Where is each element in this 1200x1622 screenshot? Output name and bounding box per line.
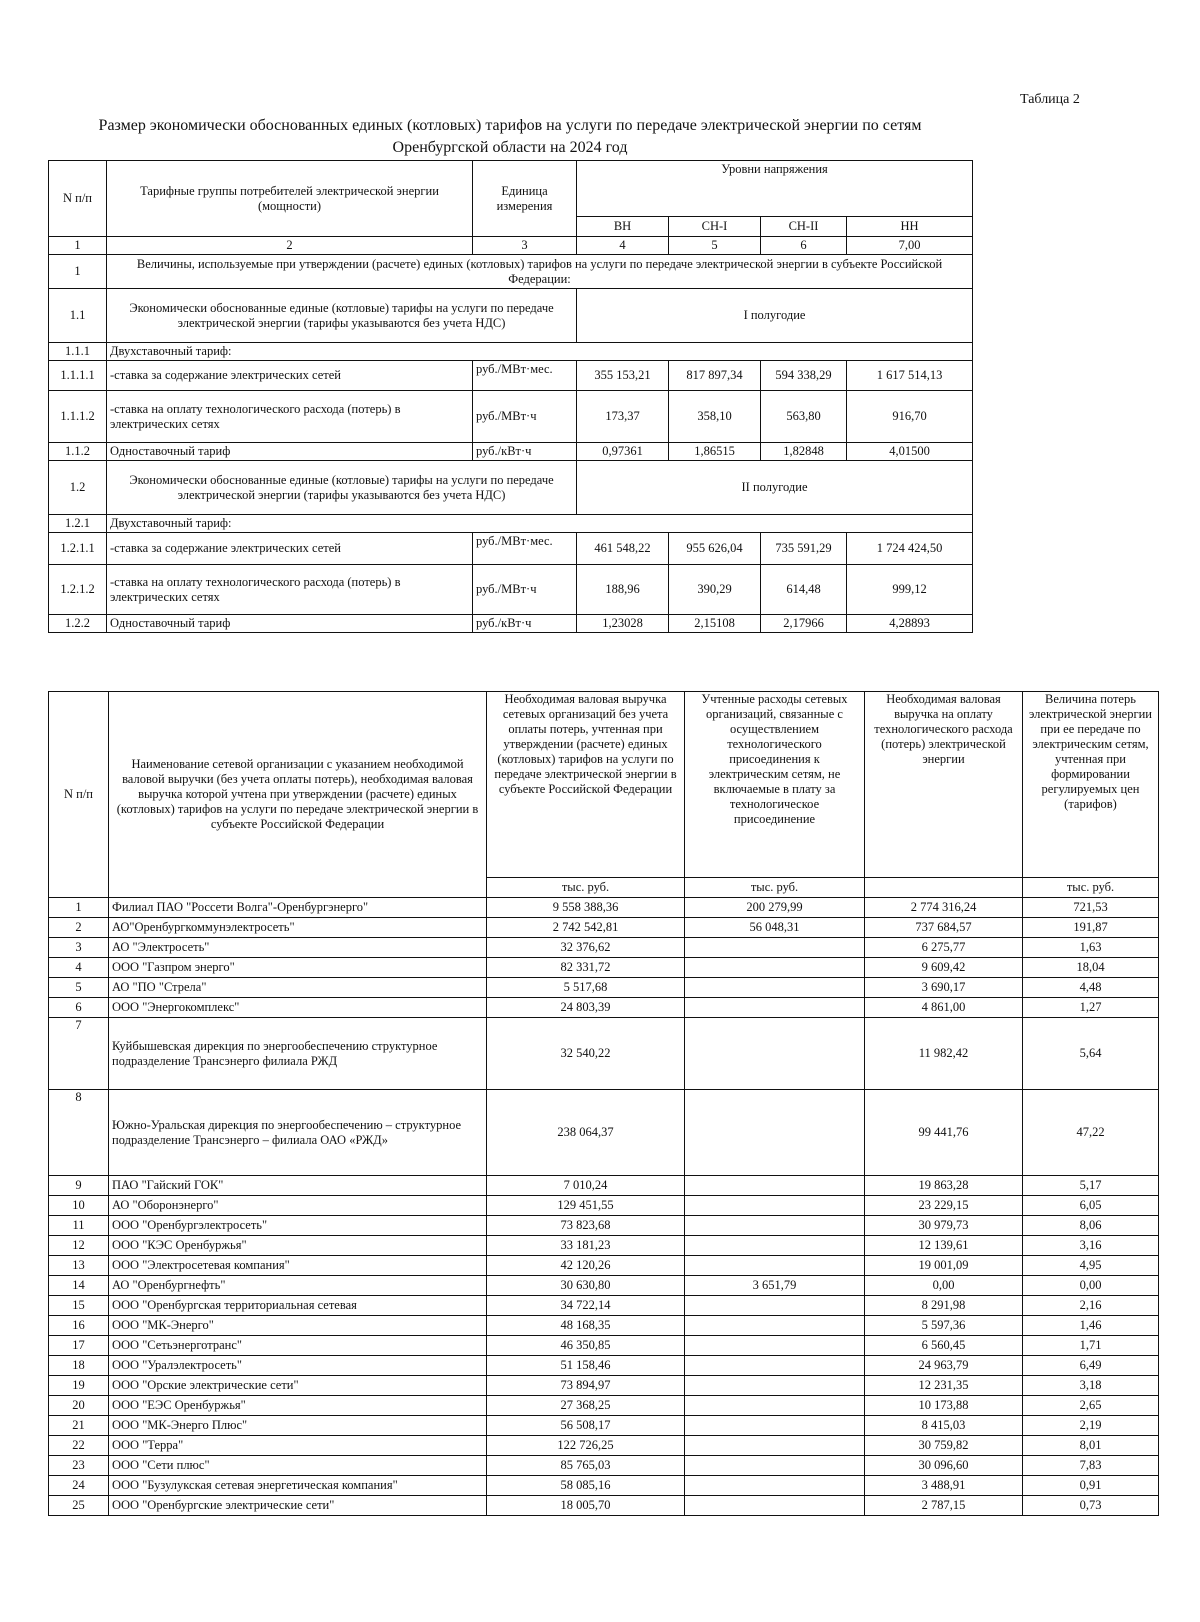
loss-value: 8,01 <box>1023 1436 1159 1456</box>
table-row <box>49 1196 1159 1216</box>
level-vn: ВН <box>577 217 669 237</box>
org-name: ООО "Газпром энерго" <box>109 958 487 978</box>
loss-value: 4,48 <box>1023 978 1159 998</box>
org-name: ООО "Оренбургские электрические сети" <box>109 1496 487 1516</box>
loss-nvv-value: 3 488,91 <box>865 1476 1023 1496</box>
index-cell: 1 <box>49 237 107 255</box>
loss-value: 0,00 <box>1023 1276 1159 1296</box>
section-num: 1 <box>49 255 107 289</box>
org-name: ООО "ЕЭС Оренбуржья" <box>109 1396 487 1416</box>
period-label: I полугодие <box>577 289 973 343</box>
connection-costs-value <box>685 1236 865 1256</box>
unit-cell: тыс. руб. <box>685 878 865 898</box>
value-cell: 0,97361 <box>577 443 669 461</box>
nvv-value: 73 894,97 <box>487 1376 685 1396</box>
row-unit: руб./кВт·ч <box>473 615 577 633</box>
connection-costs-value <box>685 1196 865 1216</box>
row-num: 24 <box>49 1476 109 1496</box>
loss-value: 2,19 <box>1023 1416 1159 1436</box>
index-row <box>49 237 973 255</box>
row-num: 14 <box>49 1276 109 1296</box>
loss-nvv-value: 30 759,82 <box>865 1436 1023 1456</box>
row-num: 2 <box>49 918 109 938</box>
table-row <box>49 898 1159 918</box>
org-name: ООО "Электросетевая компания" <box>109 1256 487 1276</box>
unit-cell: тыс. руб. <box>487 878 685 898</box>
row-text: Одноставочный тариф <box>107 443 473 461</box>
network-organizations-table <box>48 691 1159 1516</box>
loss-nvv-value: 24 963,79 <box>865 1356 1023 1376</box>
row-num: 1.1.1 <box>49 343 107 361</box>
table-row <box>49 1396 1159 1416</box>
loss-nvv-value: 19 863,28 <box>865 1176 1023 1196</box>
nvv-value: 73 823,68 <box>487 1216 685 1236</box>
connection-costs-value <box>685 1476 865 1496</box>
header-connection-costs: Учтенные расходы сетевых организаций, связанные с осуществлением технологического присоединения к электрическим сетям, не включаемые в плату за технологическое присоединение <box>685 692 865 878</box>
value-cell: 1 724 424,50 <box>847 533 973 565</box>
row-num: 25 <box>49 1496 109 1516</box>
nvv-value: 238 064,37 <box>487 1090 685 1176</box>
loss-value: 5,64 <box>1023 1018 1159 1090</box>
connection-costs-value <box>685 1296 865 1316</box>
table-row <box>49 1456 1159 1476</box>
connection-costs-value <box>685 938 865 958</box>
loss-nvv-value: 5 597,36 <box>865 1316 1023 1336</box>
table-row <box>49 938 1159 958</box>
loss-nvv-value: 30 979,73 <box>865 1216 1023 1236</box>
row-num: 1.1.2 <box>49 443 107 461</box>
section-num: 1.1 <box>49 289 107 343</box>
nvv-value: 85 765,03 <box>487 1456 685 1476</box>
table-row <box>49 1376 1159 1396</box>
connection-costs-value <box>685 1416 865 1436</box>
org-name: ООО "МК-Энерго Плюс" <box>109 1416 487 1436</box>
nvv-value: 9 558 388,36 <box>487 898 685 918</box>
row-num: 1.2.1 <box>49 515 107 533</box>
loss-value: 2,65 <box>1023 1396 1159 1416</box>
nvv-value: 42 120,26 <box>487 1256 685 1276</box>
header-num: N п/п <box>49 692 109 898</box>
row-unit: руб./МВт·мес. <box>473 361 577 391</box>
table-label: Таблица 2 <box>1020 92 1080 107</box>
row-num: 3 <box>49 938 109 958</box>
org-name: ПАО "Гайский ГОК" <box>109 1176 487 1196</box>
row-text: Двухставочный тариф: <box>107 515 973 533</box>
table-row <box>49 978 1159 998</box>
title-line-1: Размер экономически обоснованных единых (котловых) тарифов на услуги по передаче электрической энергии по сетям <box>98 117 922 134</box>
connection-costs-value: 3 651,79 <box>685 1276 865 1296</box>
nvv-value: 7 010,24 <box>487 1176 685 1196</box>
row-num: 1.1.1.1 <box>49 361 107 391</box>
table-row <box>49 958 1159 978</box>
org-name: Куйбышевская дирекция по энергообеспечению структурное подразделение Трансэнерго филиала РЖД <box>109 1018 487 1090</box>
loss-value: 3,18 <box>1023 1376 1159 1396</box>
value-cell: 188,96 <box>577 565 669 615</box>
row-num: 8 <box>49 1090 109 1176</box>
row-num: 19 <box>49 1376 109 1396</box>
loss-nvv-value: 30 096,60 <box>865 1456 1023 1476</box>
value-cell: 2,15108 <box>669 615 761 633</box>
table-row <box>49 998 1159 1018</box>
connection-costs-value <box>685 1396 865 1416</box>
loss-nvv-value: 6 275,77 <box>865 938 1023 958</box>
row-num: 1.2.1.1 <box>49 533 107 565</box>
table-row <box>49 1496 1159 1516</box>
org-name: АО "Оренбургнефть" <box>109 1276 487 1296</box>
org-name: ООО "Орские электрические сети" <box>109 1376 487 1396</box>
header-group: Тарифные группы потребителей электрической энергии (мощности) <box>107 161 473 237</box>
row-num: 17 <box>49 1336 109 1356</box>
row-num: 22 <box>49 1436 109 1456</box>
table-row <box>49 1090 1159 1176</box>
row-text: -ставка на оплату технологического расхода (потерь) в электрических сетях <box>107 391 473 443</box>
loss-nvv-value: 11 982,42 <box>865 1018 1023 1090</box>
org-name: АО "ПО "Стрела" <box>109 978 487 998</box>
loss-value: 0,91 <box>1023 1476 1159 1496</box>
loss-nvv-value: 6 560,45 <box>865 1336 1023 1356</box>
connection-costs-value <box>685 978 865 998</box>
row-num: 1.1.1.2 <box>49 391 107 443</box>
row-unit: руб./МВт·ч <box>473 565 577 615</box>
unit-cell: тыс. руб. <box>1023 878 1159 898</box>
org-name: ООО "Энергокомплекс" <box>109 998 487 1018</box>
value-cell: 173,37 <box>577 391 669 443</box>
org-name: ООО "Терра" <box>109 1436 487 1456</box>
row-num: 4 <box>49 958 109 978</box>
index-cell: 7,00 <box>847 237 973 255</box>
connection-costs-value <box>685 1316 865 1336</box>
loss-value: 721,53 <box>1023 898 1159 918</box>
header-num: N п/п <box>49 161 107 237</box>
loss-value: 7,83 <box>1023 1456 1159 1476</box>
value-cell: 999,12 <box>847 565 973 615</box>
org-name: ООО "МК-Энерго" <box>109 1316 487 1336</box>
row-num: 13 <box>49 1256 109 1276</box>
nvv-value: 30 630,80 <box>487 1276 685 1296</box>
loss-value: 0,73 <box>1023 1496 1159 1516</box>
row-num: 21 <box>49 1416 109 1436</box>
connection-costs-value <box>685 1496 865 1516</box>
header-loss: Величина потерь электрической энергии при ее передаче по электрическим сетям, учтенная при формировании регулируемых цен (тарифов) <box>1023 692 1159 878</box>
nvv-value: 51 158,46 <box>487 1356 685 1376</box>
table-row <box>49 1336 1159 1356</box>
loss-nvv-value: 23 229,15 <box>865 1196 1023 1216</box>
connection-costs-value <box>685 1090 865 1176</box>
value-cell: 1 617 514,13 <box>847 361 973 391</box>
row-num: 10 <box>49 1196 109 1216</box>
index-cell: 5 <box>669 237 761 255</box>
value-cell: 1,86515 <box>669 443 761 461</box>
loss-nvv-value: 8 291,98 <box>865 1296 1023 1316</box>
org-name: АО "Оборонэнерго" <box>109 1196 487 1216</box>
connection-costs-value <box>685 1256 865 1276</box>
loss-nvv-value: 4 861,00 <box>865 998 1023 1018</box>
nvv-value: 46 350,85 <box>487 1336 685 1356</box>
table-row <box>49 1256 1159 1276</box>
section-text: Экономически обоснованные единые (котловые) тарифы на услуги по передаче электрической энергии (тарифы указываются без учета НДС) <box>107 289 577 343</box>
loss-nvv-value: 12 231,35 <box>865 1376 1023 1396</box>
org-name: ООО "Сети плюс" <box>109 1456 487 1476</box>
org-name: Южно-Уральская дирекция по энергообеспечению – структурное подразделение Трансэнерго – филиала ОАО «РЖД» <box>109 1090 487 1176</box>
org-name: АО"Оренбургкоммунэлектросеть" <box>109 918 487 938</box>
row-text: -ставка на оплату технологического расхода (потерь) в электрических сетях <box>107 565 473 615</box>
row-num: 1 <box>49 898 109 918</box>
loss-value: 8,06 <box>1023 1216 1159 1236</box>
value-cell: 594 338,29 <box>761 361 847 391</box>
header-name: Наименование сетевой организации с указанием необходимой валовой выручки (без учета оплаты потерь), необходимая валовая выручка которой учтена при утверждении (расчете) единых (котловых) тарифов на услуги по передаче электрической энергии в субъекте Российской Федерации <box>109 692 487 898</box>
nvv-value: 27 368,25 <box>487 1396 685 1416</box>
org-name: ООО "Бузулукская сетевая энергетическая компания" <box>109 1476 487 1496</box>
value-cell: 355 153,21 <box>577 361 669 391</box>
nvv-value: 82 331,72 <box>487 958 685 978</box>
loss-value: 6,05 <box>1023 1196 1159 1216</box>
table-row <box>49 1436 1159 1456</box>
connection-costs-value <box>685 958 865 978</box>
connection-costs-value <box>685 1436 865 1456</box>
row-num: 1.2.1.2 <box>49 565 107 615</box>
nvv-value: 24 803,39 <box>487 998 685 1018</box>
value-cell: 390,29 <box>669 565 761 615</box>
row-unit: руб./кВт·ч <box>473 443 577 461</box>
row-num: 18 <box>49 1356 109 1376</box>
loss-value: 47,22 <box>1023 1090 1159 1176</box>
nvv-value: 48 168,35 <box>487 1316 685 1336</box>
loss-nvv-value: 12 139,61 <box>865 1236 1023 1256</box>
row-num: 7 <box>49 1018 109 1090</box>
level-sn1: СН-I <box>669 217 761 237</box>
loss-nvv-value: 19 001,09 <box>865 1256 1023 1276</box>
org-name: ООО "Оренбургская территориальная сетевая <box>109 1296 487 1316</box>
org-name: Филиал ПАО "Россети Волга"-Оренбургэнерго" <box>109 898 487 918</box>
loss-nvv-value: 10 173,88 <box>865 1396 1023 1416</box>
connection-costs-value <box>685 1336 865 1356</box>
nvv-value: 2 742 542,81 <box>487 918 685 938</box>
row-num: 5 <box>49 978 109 998</box>
section-text: Величины, используемые при утверждении (расчете) единых (котловых) тарифов на услуги по передаче электрической энергии в субъекте Российской Федерации: <box>107 255 973 289</box>
loss-value: 1,71 <box>1023 1336 1159 1356</box>
loss-nvv-value: 2 787,15 <box>865 1496 1023 1516</box>
table-row <box>49 1476 1159 1496</box>
connection-costs-value <box>685 998 865 1018</box>
table-row <box>49 1316 1159 1336</box>
org-name: ООО "КЭС Оренбуржья" <box>109 1236 487 1256</box>
value-cell: 916,70 <box>847 391 973 443</box>
title-line-2: Оренбургской области на 2024 год <box>392 139 628 156</box>
connection-costs-value: 56 048,31 <box>685 918 865 938</box>
row-text: -ставка за содержание электрических сетей <box>107 533 473 565</box>
period-label: II полугодие <box>577 461 973 515</box>
row-text: -ставка за содержание электрических сетей <box>107 361 473 391</box>
connection-costs-value: 200 279,99 <box>685 898 865 918</box>
row-num: 12 <box>49 1236 109 1256</box>
value-cell: 1,23028 <box>577 615 669 633</box>
row-num: 20 <box>49 1396 109 1416</box>
loss-nvv-value: 3 690,17 <box>865 978 1023 998</box>
org-name: ООО "Оренбургэлектросеть" <box>109 1216 487 1236</box>
row-unit: руб./МВт·мес. <box>473 533 577 565</box>
row-num: 23 <box>49 1456 109 1476</box>
loss-value: 5,17 <box>1023 1176 1159 1196</box>
index-cell: 4 <box>577 237 669 255</box>
table-row <box>49 1018 1159 1090</box>
table-body <box>49 898 1159 1516</box>
row-num: 16 <box>49 1316 109 1336</box>
value-cell: 955 626,04 <box>669 533 761 565</box>
header-nvv: Необходимая валовая выручка сетевых организаций без учета оплаты потерь, учтенная при утверждении (расчете) единых (котловых) тарифов на услуги по передаче электрической энергии в субъекте Российской Федерации <box>487 692 685 878</box>
nvv-value: 34 722,14 <box>487 1296 685 1316</box>
value-cell: 2,17966 <box>761 615 847 633</box>
row-num: 15 <box>49 1296 109 1316</box>
connection-costs-value <box>685 1356 865 1376</box>
index-cell: 2 <box>107 237 473 255</box>
loss-value: 18,04 <box>1023 958 1159 978</box>
org-name: АО "Электросеть" <box>109 938 487 958</box>
row-text: Двухставочный тариф: <box>107 343 973 361</box>
section-num: 1.2 <box>49 461 107 515</box>
connection-costs-value <box>685 1018 865 1090</box>
table-row <box>49 1276 1159 1296</box>
header-unit: Единица измерения <box>473 161 577 237</box>
row-num: 11 <box>49 1216 109 1236</box>
value-cell: 1,82848 <box>761 443 847 461</box>
value-cell: 4,28893 <box>847 615 973 633</box>
nvv-value: 5 517,68 <box>487 978 685 998</box>
table-row <box>49 1416 1159 1436</box>
loss-nvv-value: 0,00 <box>865 1276 1023 1296</box>
document-title <box>40 115 980 159</box>
nvv-value: 129 451,55 <box>487 1196 685 1216</box>
index-cell: 6 <box>761 237 847 255</box>
connection-costs-value <box>685 1456 865 1476</box>
loss-value: 1,63 <box>1023 938 1159 958</box>
row-num: 9 <box>49 1176 109 1196</box>
loss-value: 2,16 <box>1023 1296 1159 1316</box>
level-nn: НН <box>847 217 973 237</box>
org-name: ООО "Уралэлектросеть" <box>109 1356 487 1376</box>
loss-value: 1,46 <box>1023 1316 1159 1336</box>
nvv-value: 32 376,62 <box>487 938 685 958</box>
unit-cell <box>865 878 1023 898</box>
connection-costs-value <box>685 1176 865 1196</box>
value-cell: 358,10 <box>669 391 761 443</box>
value-cell: 614,48 <box>761 565 847 615</box>
table-row <box>49 1296 1159 1316</box>
loss-nvv-value: 737 684,57 <box>865 918 1023 938</box>
loss-value: 1,27 <box>1023 998 1159 1018</box>
loss-nvv-value: 8 415,03 <box>865 1416 1023 1436</box>
header-levels: Уровни напряжения <box>577 161 973 217</box>
level-sn2: СН-II <box>761 217 847 237</box>
loss-value: 191,87 <box>1023 918 1159 938</box>
loss-value: 4,95 <box>1023 1256 1159 1276</box>
value-cell: 817 897,34 <box>669 361 761 391</box>
connection-costs-value <box>685 1376 865 1396</box>
nvv-value: 58 085,16 <box>487 1476 685 1496</box>
nvv-value: 18 005,70 <box>487 1496 685 1516</box>
value-cell: 4,01500 <box>847 443 973 461</box>
loss-nvv-value: 99 441,76 <box>865 1090 1023 1176</box>
table-row <box>49 1176 1159 1196</box>
org-name: ООО "Сетьэнерготранс" <box>109 1336 487 1356</box>
connection-costs-value <box>685 1216 865 1236</box>
loss-value: 6,49 <box>1023 1356 1159 1376</box>
value-cell: 461 548,22 <box>577 533 669 565</box>
row-num: 6 <box>49 998 109 1018</box>
nvv-value: 33 181,23 <box>487 1236 685 1256</box>
section-text: Экономически обоснованные единые (котловые) тарифы на услуги по передаче электрической энергии (тарифы указываются без учета НДС) <box>107 461 577 515</box>
index-cell: 3 <box>473 237 577 255</box>
row-unit: руб./МВт·ч <box>473 391 577 443</box>
nvv-value: 32 540,22 <box>487 1018 685 1090</box>
loss-nvv-value: 9 609,42 <box>865 958 1023 978</box>
row-text: Одноставочный тариф <box>107 615 473 633</box>
nvv-value: 56 508,17 <box>487 1416 685 1436</box>
row-num: 1.2.2 <box>49 615 107 633</box>
tariff-table <box>48 160 973 633</box>
table-row <box>49 1356 1159 1376</box>
header-loss-nvv: Необходимая валовая выручка на оплату технологического расхода (потерь) электрической энергии <box>865 692 1023 878</box>
value-cell: 735 591,29 <box>761 533 847 565</box>
table-row <box>49 1236 1159 1256</box>
loss-value: 3,16 <box>1023 1236 1159 1256</box>
table-row <box>49 1216 1159 1236</box>
loss-nvv-value: 2 774 316,24 <box>865 898 1023 918</box>
table-row <box>49 918 1159 938</box>
value-cell: 563,80 <box>761 391 847 443</box>
nvv-value: 122 726,25 <box>487 1436 685 1456</box>
